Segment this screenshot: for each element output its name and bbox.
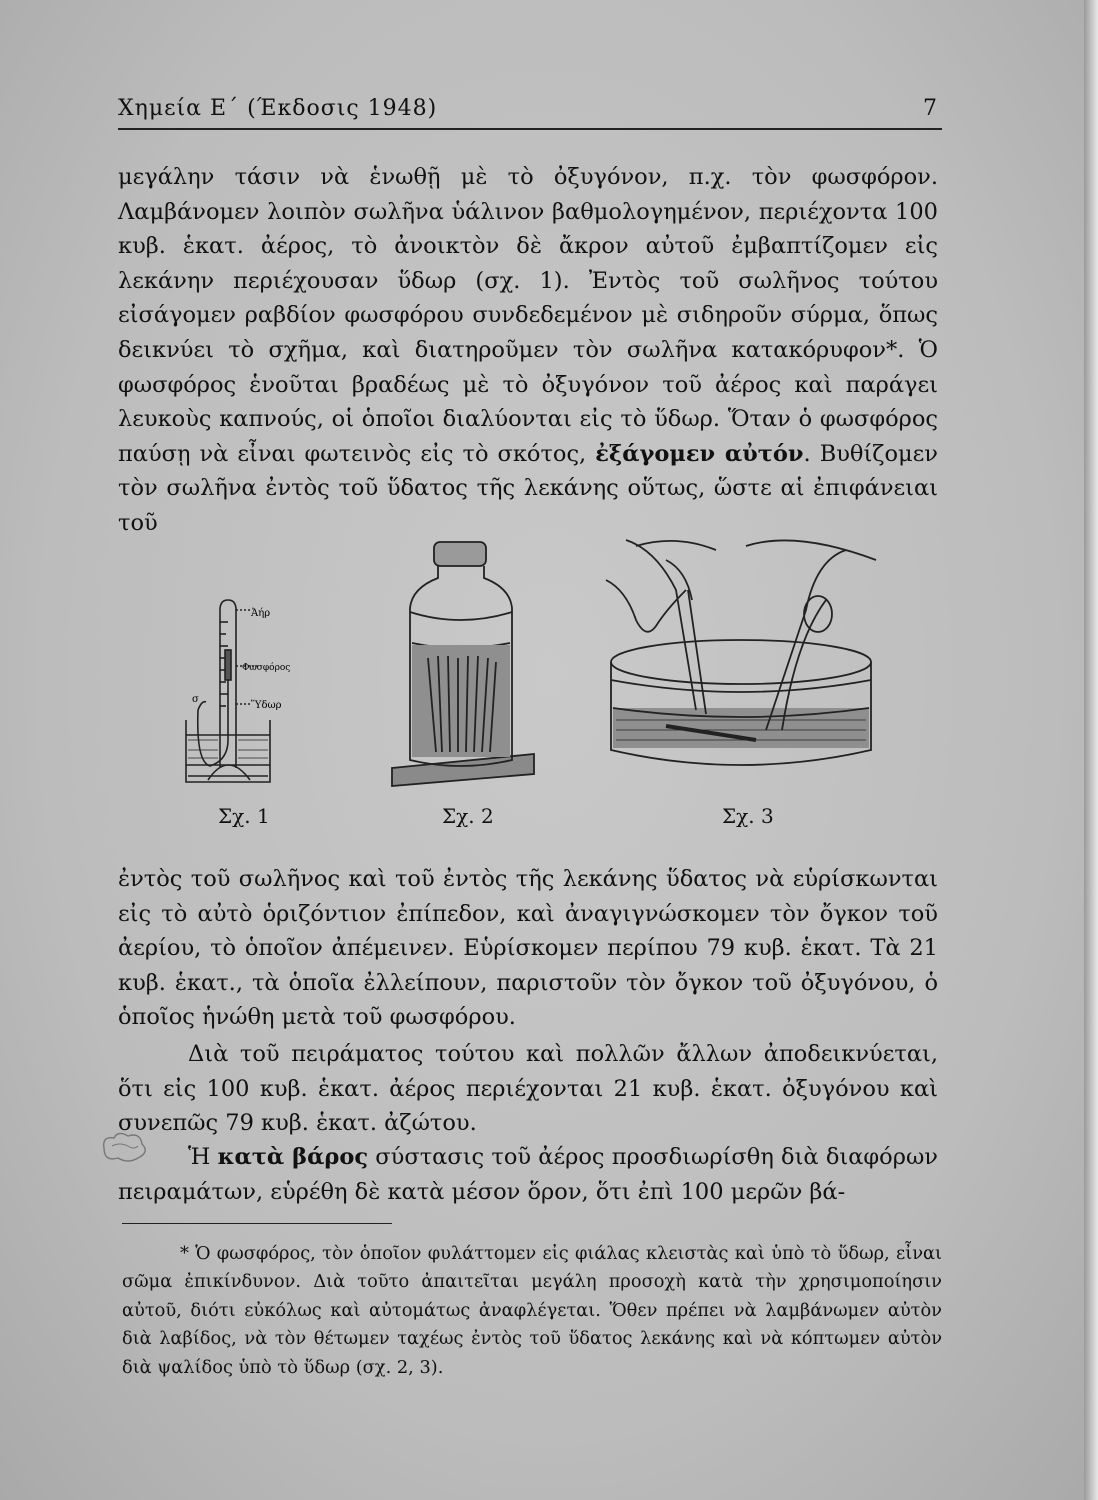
fig1-label-s: σ <box>192 694 199 705</box>
header-title: Χημεία Ε΄ (Έκδοσις 1948) <box>118 96 438 121</box>
paragraph-4-text-a: Ἡ <box>188 1144 218 1170</box>
footnote: * Ὁ φωσφόρος, τὸν ὁποῖον φυλάττομεν εἰς φιάλας κλειστὰς καὶ ὑπὸ τὸ ὕδωρ, εἶναι σῶμα ἐπικίνδυνον. Διὰ τοῦτο ἀπαιτεῖται μεγάλη προσοχὴ κατὰ τὴν χρησιμοποίησιν αὐτοῦ, διότι εὐκόλως καὶ αὐτομάτως ἀναφλέγεται. Ὅθεν πρέπει νὰ λαμβάνωμεν αὐτὸν διὰ λαβίδος, νὰ τὸν θέτωμεν ταχέως ἐντὸς τοῦ ὕδατος λεκάνης καὶ νὰ κόπτωμεν αὐτὸν διὰ ψαλίδος ὑπὸ τὸ ὕδωρ (σχ. 2, 3). <box>122 1243 942 1378</box>
paragraph-1-text-b: . Βυθίζομεν τὸν σωλῆνα ἐντὸς τοῦ ὕδατος τῆς λεκάνης οὕτως, ὥστε αἱ ἐπιφάνειαι τοῦ <box>118 440 938 536</box>
page-edge <box>1084 0 1098 1500</box>
figure-3-caption: Σχ. 3 <box>722 804 774 828</box>
paragraph-1 <box>118 160 938 541</box>
figure-3-basin-with-tongs <box>596 530 886 790</box>
paragraph-1-bold: ἐξάγομεν αὐτόν <box>595 440 804 467</box>
figure-2-jar <box>388 538 538 788</box>
paragraph-4-text-b: σύστασις τοῦ ἀέρος προσδιωρίσθη διὰ διαφόρων πειραμάτων, εὑρέθη δὲ κατὰ μέσον ὅρον, ὅτι ἐπὶ 100 μερῶν βά- <box>118 1144 938 1205</box>
paragraph-1-text-a: μεγάλην τάσιν νὰ ἑνωθῇ μὲ τὸ ὀξυγόνον, π.χ. τὸν φωσφόρον. Λαμβάνομεν λοιπὸν σωλῆνα ὑάλινον βαθμολογημένον, περιέχοντα 100 κυβ. ἑκατ. ἀέρος, τὸ ἀνοικτὸν δὲ ἄκρον αὐτοῦ ἐμβαπτίζομεν εἰς λεκάνην περιέχουσαν ὕδωρ (σχ. 1). Ἐντὸς τοῦ σωλῆνος τούτου εἰσάγομεν ραβδίον φωσφόρου συνδεδεμένον μὲ σιδηροῦν σύρμα, ὅπως δεικνύει τὸ σχῆμα, καὶ διατηροῦμεν τὸν σωλῆνα κατακόρυφον*. Ὁ φωσφόρος ἑνοῦται βραδέως μὲ τὸ ὀξυγόνον τοῦ ἀέρος καὶ παράγει λευκοὺς καπνούς, οἱ ὁποῖοι διαλύονται εἰς τὸ ὕδωρ. Ὅταν ὁ φωσφόρος παύσῃ νὰ εἶναι φωτεινὸς εἰς τὸ σκότος, <box>118 164 938 467</box>
paragraph-3: Διὰ τοῦ πειράματος τούτου καὶ πολλῶν ἄλλων ἀποδεικνύεται, ὅτι εἰς 100 κυβ. ἑκατ. ἀέρος περιέχονται 21 κυβ. ἑκατ. ὀξυγόνου καὶ συνεπῶς 79 κυβ. ἑκατ. ἀζώτου. <box>118 1041 938 1137</box>
paragraph-2: ἐντὸς τοῦ σωλῆνος καὶ τοῦ ἐντὸς τῆς λεκάνης ὕδατος νὰ εὑρίσκωνται εἰς τὸ αὐτὸ ὁριζόντιον ἐπίπεδον, καὶ ἀναγιγνώσκομεν τὸν ὄγκον τοῦ ἀερίου, τὸ ὁποῖον ἀπέμεινεν. Εὑρίσκομεν περίπου 79 κυβ. ἑκατ. Τὰ 21 κυβ. ἑκατ., τὰ ὁποῖα ἐλλείπουν, παριστοῦν τὸν ὄγκον τοῦ ὀξυγόνου, ὁ ὁποῖος ἡνώθη μετὰ τοῦ φωσφόρου. <box>118 866 938 1031</box>
footnote-rule <box>122 1223 392 1224</box>
header-rule <box>118 128 942 130</box>
fig1-label-water: Ὕδωρ <box>251 700 282 711</box>
library-stamp-mark <box>98 1130 150 1164</box>
page-number: 7 <box>923 96 938 121</box>
running-header <box>118 96 938 126</box>
fig1-label-air: Ἀήρ <box>251 608 271 619</box>
figure-1-tube-in-basin <box>158 590 298 790</box>
figure-1-caption: Σχ. 1 <box>218 804 270 828</box>
paragraph-4-bold: κατὰ βάρος <box>217 1144 369 1170</box>
paragraph-4 <box>118 1140 938 1209</box>
figure-2-caption: Σχ. 2 <box>442 804 494 828</box>
fig1-label-phosphorus: Φωσφόρος <box>242 663 291 673</box>
